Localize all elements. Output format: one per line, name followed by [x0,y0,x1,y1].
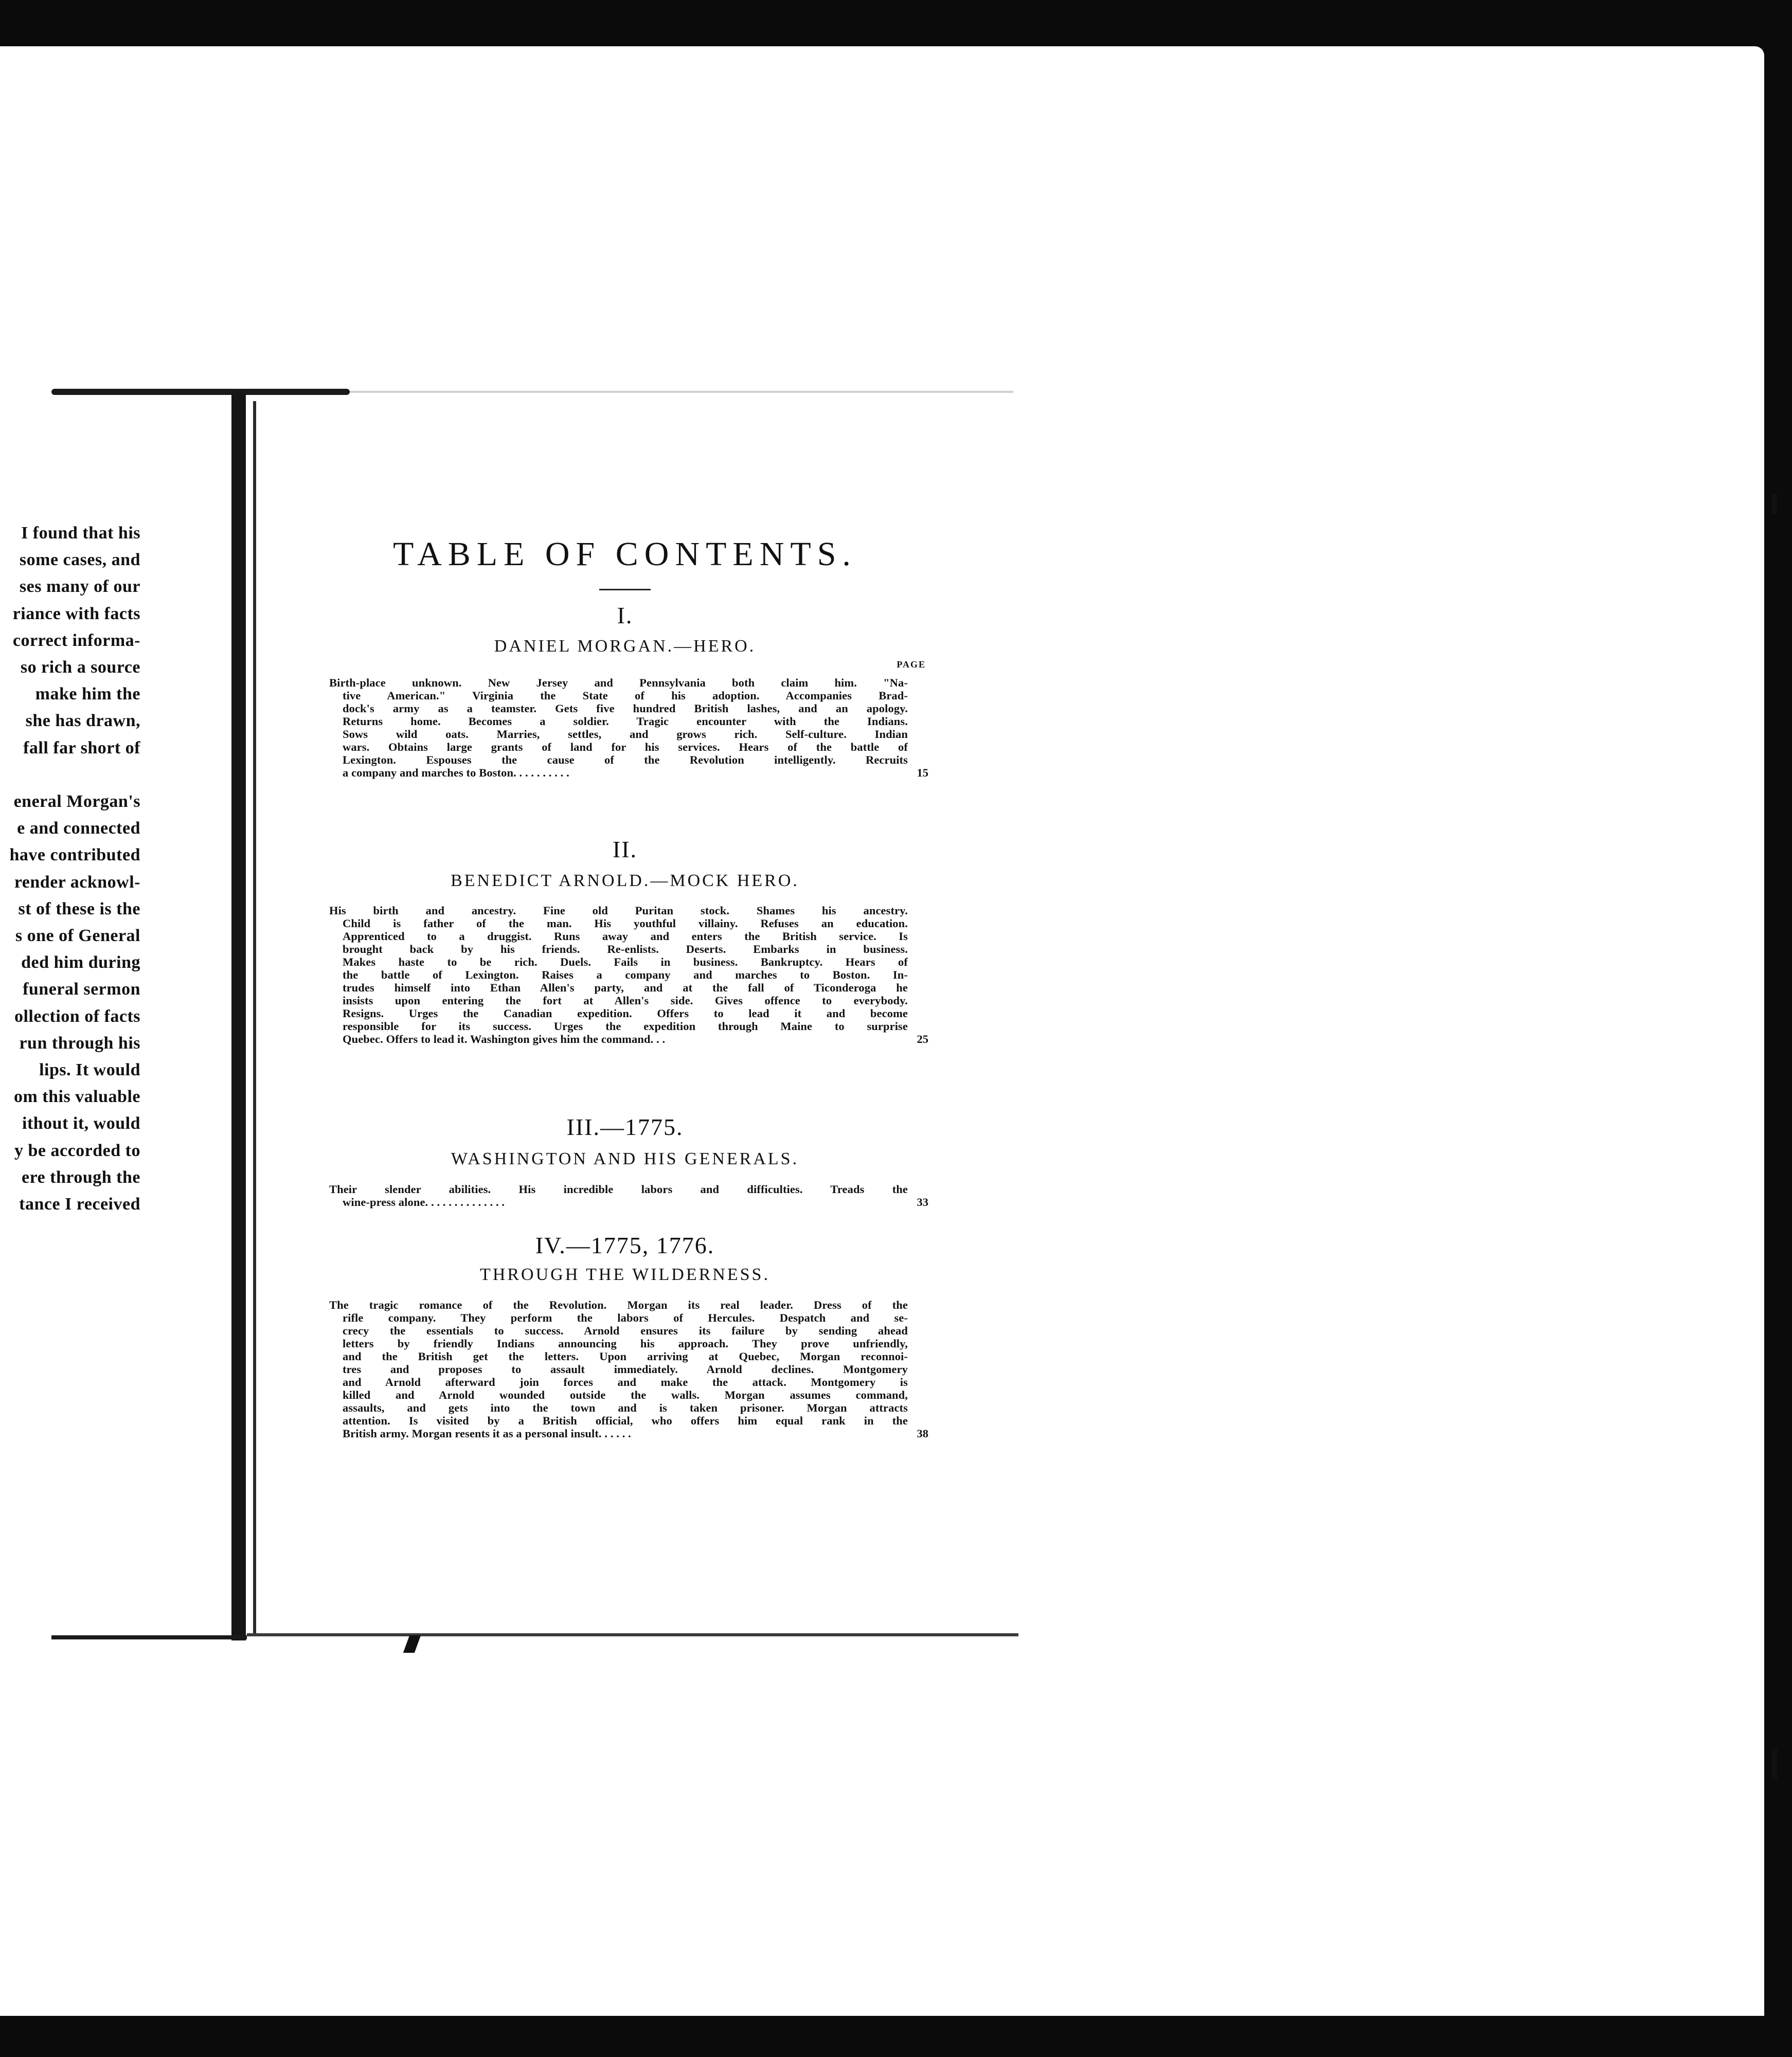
book-spine-shadow [253,401,256,1635]
summary-line: The tragic romance of the Revolution. Morgan its real leader. Dress of the [329,1298,908,1311]
summary-line: Child is father of the man. His youthful villainy. Refuses an education. [343,917,908,930]
scan-border-bottom [0,2016,1792,2057]
summary-line: British army. Morgan resents it as a personal insult. . . . . . [343,1427,631,1440]
summary-line: His birth and ancestry. Fine old Puritan stock. Shames his ancestry. [329,904,908,917]
summary-line: responsible for its success. Urges the expedition through Maine to surprise [343,1020,908,1033]
chapter-heading: THROUGH THE WILDERNESS. [480,1265,770,1284]
chapter-numeral: IV.—1775, 1776. [535,1232,715,1258]
summary-line: Makes haste to be rich. Duels. Fails in business. Bankruptcy. Hears of [343,955,908,968]
summary-line: wine-press alone. . . . . . . . . . . . . . [343,1196,505,1208]
previous-page-line: fall far short of [23,738,140,757]
chapter-page-number: 25 [917,1033,928,1045]
summary-line: the battle of Lexington. Raises a company and marches to Boston. In- [343,968,908,981]
previous-page-line: y be accorded to [14,1141,140,1160]
previous-page-line: some cases, and [19,550,140,570]
previous-page-line: funeral sermon [23,980,140,999]
previous-page-line: ses many of our [19,577,140,597]
summary-line: Resigns. Urges the Canadian expedition. Offers to lead it and become [343,1007,908,1020]
summary-line: assaults, and gets into the town and is taken prisoner. Morgan attracts [343,1401,908,1414]
previous-page-line: have contributed [9,845,140,865]
chapter-heading: WASHINGTON AND HIS GENERALS. [451,1149,799,1168]
chapter-page-number: 33 [917,1196,928,1208]
summary-line: a company and marches to Boston. . . . . . . . . . [343,766,569,779]
chapter-summary [329,1298,928,1440]
previous-page-line: make him the [35,684,140,704]
previous-page-line: riance with facts [12,604,140,623]
previous-page-line: lips. It would [39,1060,140,1079]
previous-page-fragment [0,514,141,1234]
page-top-edge [350,391,1013,393]
chapter-summary [329,676,928,779]
title-rule [599,589,651,590]
previous-page-line: I found that his [21,524,140,543]
previous-page-line: tance I received [19,1195,140,1214]
summary-line: insists upon entering the fort at Allen's side. Gives offence to everybody. [343,994,908,1007]
toc-title: TABLE OF CONTENTS. [393,535,857,573]
spine-bottom-rule [51,1635,247,1639]
previous-page-line: e and connected [17,819,140,838]
previous-page-line: om this valuable [13,1087,140,1107]
edge-tick [1772,494,1777,514]
summary-line: wars. Obtains large grants of land for his services. Hears of the battle of [343,741,908,753]
scan-border-right [1764,0,1792,2057]
previous-page-line: s one of General [15,926,140,945]
chapter-page-number: 15 [917,766,928,779]
chapter-summary [329,904,928,1045]
chapter-numeral: III.—1775. [566,1114,684,1140]
summary-line: killed and Arnold wounded outside the walls. Morgan assumes command, [343,1388,908,1401]
chapter-heading: DANIEL MORGAN.—HERO. [494,637,756,656]
summary-line: tive American." Virginia the State of his adoption. Accompanies Brad- [343,689,908,702]
summary-line: rifle company. They perform the labors of Hercules. Despatch and se- [343,1311,908,1324]
previous-page-line: so rich a source [20,658,140,677]
summary-line: trudes himself into Ethan Allen's party, and at the fall of Ticonderoga he [343,981,908,994]
summary-line: Returns home. Becomes a soldier. Tragic encounter with the Indians. [343,715,908,728]
book-spine [231,391,246,1640]
page-bottom-edge [247,1633,1018,1636]
summary-line: Apprenticed to a druggist. Runs away and enters the British service. Is [343,930,908,943]
summary-line: Birth-place unknown. New Jersey and Pennsylvania both claim him. "Na- [329,676,908,689]
spine-top-rule [51,389,350,395]
edge-tick [1772,1748,1777,1779]
chapter-page-number: 38 [917,1427,928,1440]
chapter-numeral: II. [612,836,638,862]
previous-page-line: ollection of facts [14,1006,140,1026]
summary-line: and the British get the letters. Upon arriving at Quebec, Morgan reconnoi- [343,1350,908,1363]
summary-line: dock's army as a teamster. Gets five hundred British lashes, and an apology. [343,702,908,715]
summary-line: and Arnold afterward join forces and make the attack. Montgomery is [343,1376,908,1388]
summary-line: letters by friendly Indians announcing his approach. They prove unfriendly, [343,1337,908,1350]
previous-page-line: st of these is the [18,899,140,918]
summary-line: crecy the essentials to success. Arnold ensures its failure by sending ahead [343,1324,908,1337]
previous-page-line: ithout it, would [22,1114,140,1133]
summary-line: Quebec. Offers to lead it. Washington gives him the command. . . [343,1033,666,1045]
summary-line: attention. Is visited by a British official, who offers him equal rank in the [343,1414,908,1427]
chapter-numeral: I. [617,602,633,628]
table-of-contents [324,514,926,1543]
previous-page-line: correct informa- [12,630,140,650]
previous-page-line: run through his [19,1033,140,1053]
chapter-heading: BENEDICT ARNOLD.—MOCK HERO. [451,871,799,890]
previous-page-line: eneral Morgan's [13,792,140,811]
previous-page-line: ere through the [21,1167,140,1187]
page-column-label: PAGE [897,659,926,670]
summary-line: Their slender abilities. His incredible labors and difficulties. Treads the [329,1183,908,1196]
chapter-summary [329,1183,928,1208]
previous-page-line: render acknowl- [14,872,140,892]
summary-line: Lexington. Espouses the cause of the Revolution intelligently. Recruits [343,753,908,766]
previous-page-line: she has drawn, [25,711,140,731]
summary-line: tres and proposes to assault immediately. Arnold declines. Montgomery [343,1363,908,1376]
summary-line: Sows wild oats. Marries, settles, and grows rich. Self-culture. Indian [343,728,908,741]
previous-page-line: ded him during [21,953,140,972]
summary-line: brought back by his friends. Re-enlists. Deserts. Embarks in business. [343,943,908,955]
